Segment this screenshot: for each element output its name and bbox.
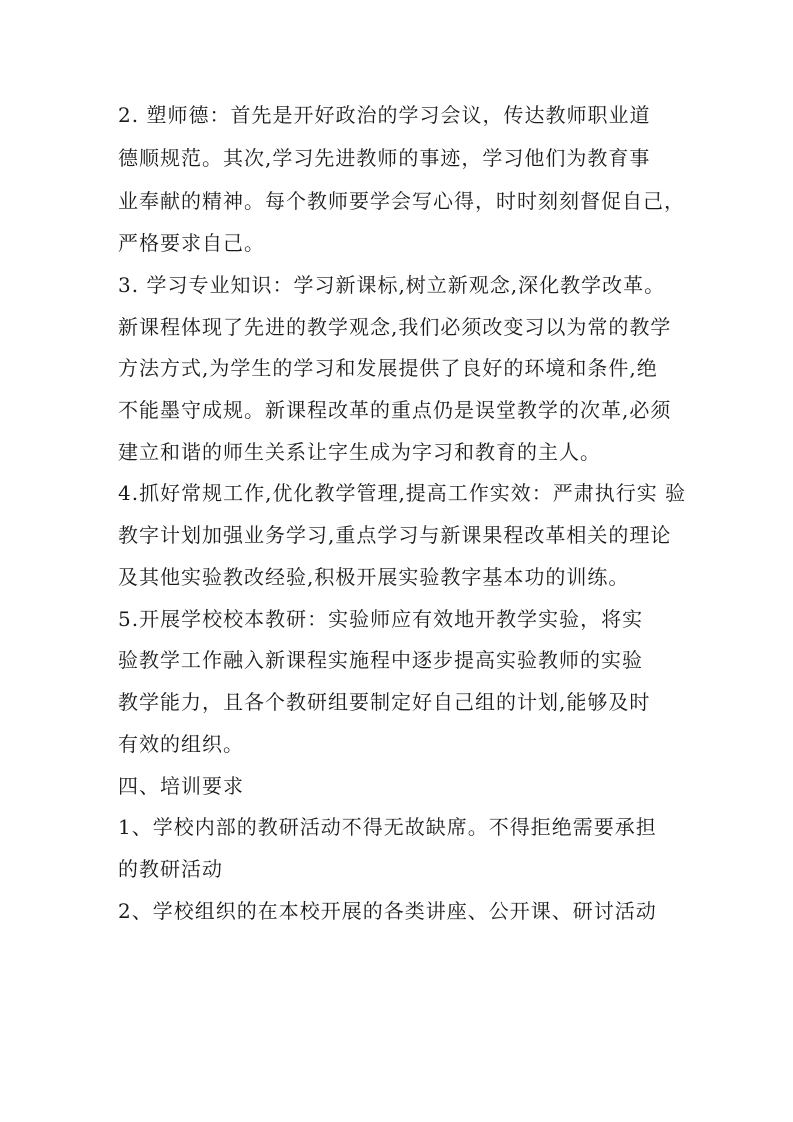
text-line: 2、学校组织的在本校开展的各类讲座、公开课、研讨活动 xyxy=(118,899,657,923)
text-line: 教字计划加强业务学习,重点学习与新课果程改革相关的理论 xyxy=(118,523,672,547)
text-line: 不能墨守成规。新课程改革的重点仍是误堂教学的次革,必须 xyxy=(118,398,672,422)
text-line: 的教研活动 xyxy=(118,857,223,881)
text-line: 1、学校内部的教研活动不得无故缺席。不得拒绝需要承担 xyxy=(118,815,657,839)
text-line: 4.抓好常规工作,优化教学管理,提高工作实效：严肃执行实 验 xyxy=(118,481,687,505)
text-line: 业奉献的精神。每个教师要学会写心得，时时刻刻督促自己， xyxy=(118,189,685,213)
text-line: 验教学工作融入新课程实施程中逐步提高实验教师的实验 xyxy=(118,648,643,672)
text-line: 教学能力，且各个教研组要制定好自己组的计划,能够及时 xyxy=(118,690,651,714)
text-line: 及其他实验教改经验,积极开展实验教字基本功的训练。 xyxy=(118,565,630,589)
text-line: 3. 学习专业知识：学习新课标,树立新观念,深化教学改革。 xyxy=(118,273,666,297)
text-line: 5.开展学校校本教研：实验师应有效地开教学实验，将实 xyxy=(118,607,644,631)
text-line: 新课程体现了先进的教学观念,我们必须改变习以为常的教学 xyxy=(118,315,672,339)
section-heading: 四、培训要求 xyxy=(118,774,244,798)
text-line: 2. 塑师德：首先是开好政治的学习会议，传达教师职业道 xyxy=(118,103,651,127)
text-line: 严格要求自己。 xyxy=(118,231,265,255)
text-line: 德顺规范。其次,学习先进教师的事迹，学习他们为教育事 xyxy=(118,146,651,170)
text-line: 建立和谐的师生关系让字生成为字习和教育的主人。 xyxy=(118,440,601,464)
text-line: 方法方式,为学生的学习和发展提供了良好的环境和条件,绝 xyxy=(118,356,658,380)
text-line: 有效的组织。 xyxy=(118,732,244,756)
